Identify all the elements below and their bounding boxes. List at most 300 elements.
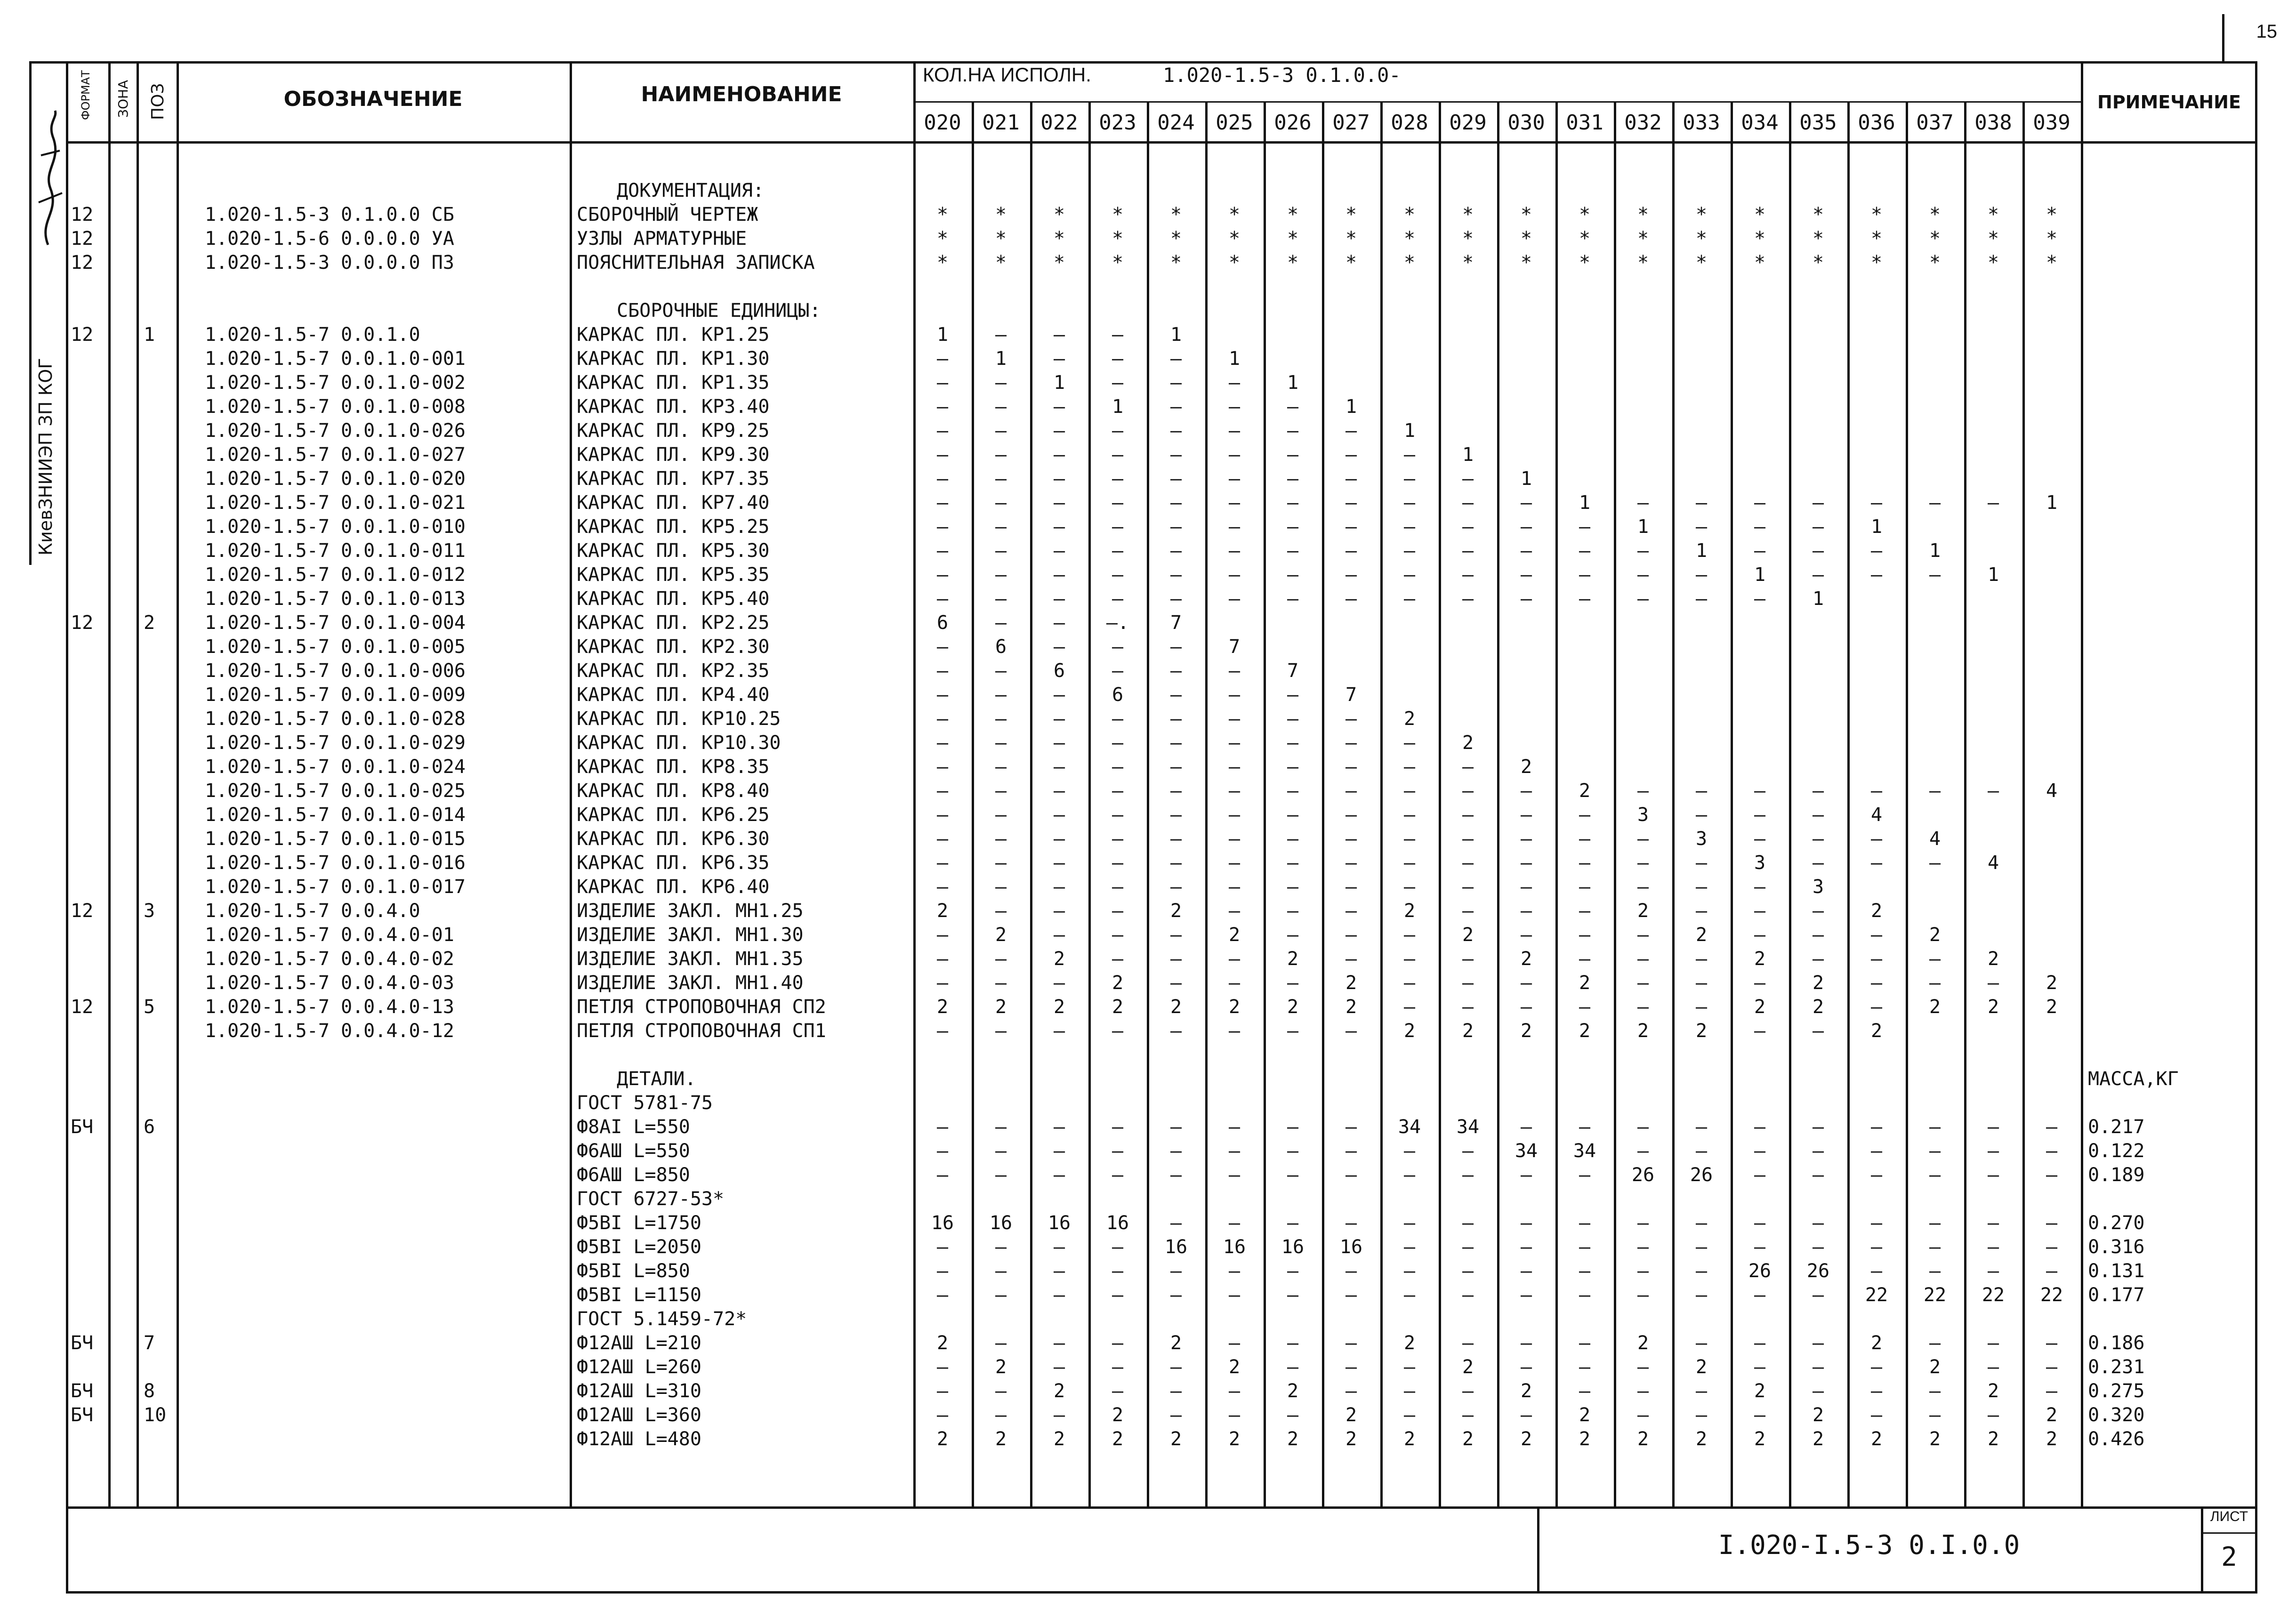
row-qty-cell: –: [1170, 636, 1182, 658]
row-qty-cell: *: [1345, 204, 1357, 225]
row-qty-cell: –: [1812, 900, 1824, 922]
row-qty-cell: –: [1287, 1140, 1299, 1162]
row-qty-cell: –: [1812, 852, 1824, 874]
row-qty-cell: 2: [995, 1356, 1007, 1378]
row-qty-cell: –: [1403, 444, 1416, 466]
row-qty-cell: –: [1112, 516, 1124, 538]
row-qty-cell: –: [1112, 804, 1124, 826]
row-qty-cell: –: [1754, 492, 1766, 514]
header-name: НАИМЕНОВАНИЕ: [641, 82, 842, 106]
row-qty-cell: *: [1462, 204, 1474, 225]
row-qty-cell: –: [1170, 588, 1182, 610]
row-qty-cell: 2: [1345, 1428, 1357, 1450]
row-name: ПЕТЛЯ СТРОПОВОЧНАЯ СП1: [577, 1020, 826, 1042]
row-qty-cell: –: [1170, 1380, 1182, 1402]
row-qty-cell: 1: [1987, 564, 1999, 586]
row-designation: 1.020-1.5-3 0.1.0.0 СБ: [205, 204, 454, 225]
row-qty-cell: –: [936, 1116, 949, 1138]
row-qty-cell: –: [995, 804, 1007, 826]
header-bottom: [66, 141, 2257, 144]
row-qty-cell: –: [1403, 804, 1416, 826]
table-row: [0, 1019, 2296, 1043]
row-qty-cell: –: [1403, 516, 1416, 538]
row-designation: 1.020-1.5-7 0.0.1.0-021: [205, 492, 466, 514]
row-qty-cell: *: [1812, 252, 1824, 274]
row-qty-cell: –: [1695, 1116, 1708, 1138]
row-qty-cell: –: [1287, 1356, 1299, 1378]
row-qty-cell: 2: [1170, 1332, 1182, 1354]
row-qty-cell: –: [1403, 540, 1416, 562]
row-qty-cell: 2: [1287, 1428, 1299, 1450]
row-qty-cell: 7: [1170, 612, 1182, 634]
row-qty-cell: –: [1929, 1140, 1941, 1162]
row-qty-cell: –: [1287, 588, 1299, 610]
row-qty-cell: –: [1637, 996, 1649, 1018]
row-qty-cell: –: [1112, 1020, 1124, 1042]
row-qty-cell: –: [1228, 1140, 1241, 1162]
table-row: [0, 755, 2296, 779]
row-qty-cell: –: [1287, 540, 1299, 562]
row-designation: 1.020-1.5-7 0.0.1.0-014: [205, 804, 466, 826]
row-qty-cell: –: [1520, 1212, 1532, 1234]
row-qty-cell: –: [1228, 876, 1241, 898]
row-qty-cell: –: [1929, 1116, 1941, 1138]
row-qty-cell: 1: [1287, 372, 1299, 394]
row-format: 12: [71, 612, 94, 634]
row-position: 10: [144, 1404, 167, 1426]
variant-header: 027: [1332, 111, 1370, 135]
row-qty-cell: *: [995, 204, 1007, 225]
row-qty-cell: *: [1053, 252, 1065, 274]
row-qty-cell: *: [1403, 204, 1416, 225]
row-qty-cell: –: [1870, 1380, 1883, 1402]
row-qty-cell: –: [1403, 588, 1416, 610]
row-qty-cell: –: [1579, 1332, 1591, 1354]
row-qty-cell: –: [1345, 804, 1357, 826]
table-row: [0, 995, 2296, 1019]
row-designation: 1.020-1.5-7 0.0.4.0: [205, 900, 420, 922]
row-qty-cell: 6: [1112, 684, 1124, 706]
row-qty-cell: –: [1345, 1164, 1357, 1186]
table-row: [0, 443, 2296, 467]
row-qty-cell: –: [1462, 1260, 1474, 1282]
row-qty-cell: 2: [1053, 948, 1065, 970]
row-name: КАРКАС ПЛ. КР5.25: [577, 516, 770, 538]
row-qty-cell: –: [1812, 1380, 1824, 1402]
row-qty-cell: –: [995, 1260, 1007, 1282]
row-name: Ф6АШ L=550: [577, 1140, 690, 1162]
row-qty-cell: –: [1112, 660, 1124, 682]
row-qty-cell: *: [1695, 228, 1708, 250]
variant-header: 029: [1449, 111, 1487, 135]
row-qty-cell: 2: [1403, 1020, 1416, 1042]
table-row: [0, 1307, 2296, 1331]
row-qty-cell: –: [1345, 900, 1357, 922]
row-designation: 1.020-1.5-6 0.0.0.0 УА: [205, 228, 454, 250]
row-qty-cell: *: [1228, 204, 1241, 225]
row-qty-cell: 3: [1637, 804, 1649, 826]
row-qty-cell: –: [995, 708, 1007, 730]
row-designation: 1.020-1.5-7 0.0.1.0-008: [205, 396, 466, 418]
row-qty-cell: 2: [1228, 924, 1241, 946]
row-qty-cell: *: [1403, 252, 1416, 274]
row-qty-cell: *: [1987, 204, 1999, 225]
row-qty-cell: –: [1520, 564, 1532, 586]
variant-header: 038: [1974, 111, 2012, 135]
row-designation: 1.020-1.5-7 0.0.4.0-03: [205, 972, 454, 994]
row-qty-cell: –: [1053, 708, 1065, 730]
row-qty-cell: –: [1462, 1140, 1474, 1162]
row-qty-cell: –: [1987, 780, 1999, 802]
row-qty-cell: –: [1228, 1284, 1241, 1306]
row-qty-cell: –: [1287, 780, 1299, 802]
row-qty-cell: 2: [1812, 972, 1824, 994]
row-qty-cell: –: [1637, 1116, 1649, 1138]
row-qty-cell: *: [1170, 204, 1182, 225]
row-qty-cell: –: [1462, 876, 1474, 898]
row-qty-cell: –: [1345, 948, 1357, 970]
variant-header: 030: [1507, 111, 1545, 135]
row-format: 12: [71, 324, 94, 346]
row-qty-cell: 2: [1695, 1020, 1708, 1042]
row-qty-cell: –: [1870, 1260, 1883, 1282]
row-note: 0.177: [2088, 1284, 2145, 1306]
row-qty-cell: –: [1579, 1236, 1591, 1258]
row-qty-cell: 2: [1345, 972, 1357, 994]
row-position: 5: [144, 996, 155, 1018]
row-qty-cell: –: [1170, 1356, 1182, 1378]
variant-header: 037: [1916, 111, 1954, 135]
row-qty-cell: –: [1754, 1332, 1766, 1354]
row-note: 0.217: [2088, 1116, 2145, 1138]
row-qty-cell: –: [995, 396, 1007, 418]
row-qty-cell: *: [1754, 204, 1766, 225]
row-qty-cell: –: [1520, 1284, 1532, 1306]
header-format: ФОРМАТ: [79, 70, 92, 120]
header-pos: ПОЗ: [148, 83, 168, 120]
row-qty-cell: –: [1520, 1404, 1532, 1426]
row-qty-cell: 2: [936, 996, 949, 1018]
row-qty-cell: –: [1929, 564, 1941, 586]
row-qty-cell: 26: [1806, 1260, 1830, 1282]
table-row: [0, 611, 2296, 635]
row-qty-cell: –: [1462, 852, 1474, 874]
row-qty-cell: *: [1870, 252, 1883, 274]
table-row: [0, 731, 2296, 755]
row-format: БЧ: [71, 1380, 94, 1402]
row-name: КАРКАС ПЛ. КР6.25: [577, 804, 770, 826]
row-qty-cell: 1: [1929, 540, 1941, 562]
row-designation: 1.020-1.5-7 0.0.1.0-029: [205, 732, 466, 754]
row-format: 12: [71, 996, 94, 1018]
row-position: 2: [144, 612, 155, 634]
row-qty-cell: 2: [1987, 1428, 1999, 1450]
row-qty-cell: –: [1520, 1356, 1532, 1378]
row-qty-cell: –: [1345, 516, 1357, 538]
row-qty-cell: –: [1520, 828, 1532, 850]
row-qty-cell: –: [995, 492, 1007, 514]
row-qty-cell: –: [1462, 756, 1474, 778]
row-name: Ф5ВI L=2050: [577, 1236, 701, 1258]
row-qty-cell: –: [1287, 732, 1299, 754]
row-format: 12: [71, 204, 94, 225]
row-name: ИЗДЕЛИЕ ЗАКЛ. МН1.30: [577, 924, 804, 946]
row-qty-cell: –: [1754, 900, 1766, 922]
row-name: УЗЛЫ АРМАТУРНЫЕ: [577, 228, 747, 250]
row-qty-cell: 2: [1695, 924, 1708, 946]
row-qty-cell: –: [1812, 1164, 1824, 1186]
row-qty-cell: –: [1987, 1236, 1999, 1258]
row-note: 0.275: [2088, 1380, 2145, 1402]
variant-header: 025: [1216, 111, 1253, 135]
row-designation: 1.020-1.5-7 0.0.1.0-013: [205, 588, 466, 610]
row-qty-cell: –: [995, 1236, 1007, 1258]
row-qty-cell: –: [1345, 1116, 1357, 1138]
row-qty-cell: 2: [1579, 1428, 1591, 1450]
row-qty-cell: –: [1112, 420, 1124, 442]
row-qty-cell: 2: [1462, 1428, 1474, 1450]
row-qty-cell: –: [1462, 1284, 1474, 1306]
row-qty-cell: –: [1520, 876, 1532, 898]
row-qty-cell: *: [995, 252, 1007, 274]
row-qty-cell: –: [1345, 924, 1357, 946]
row-qty-cell: 26: [1631, 1164, 1655, 1186]
row-qty-cell: 1: [936, 324, 949, 346]
table-row: [0, 1043, 2296, 1067]
row-qty-cell: –: [1403, 732, 1416, 754]
row-qty-cell: –: [1462, 996, 1474, 1018]
row-qty-cell: *: [995, 228, 1007, 250]
row-qty-cell: 2: [1695, 1356, 1708, 1378]
row-qty-cell: 1: [1870, 516, 1883, 538]
row-qty-cell: –: [1403, 1284, 1416, 1306]
row-qty-cell: –: [1579, 1260, 1591, 1282]
row-qty-cell: –: [995, 900, 1007, 922]
row-qty-cell: –: [1287, 1332, 1299, 1354]
row-qty-cell: –: [1170, 732, 1182, 754]
row-qty-cell: 2: [1812, 1404, 1824, 1426]
row-qty-cell: –: [1287, 1116, 1299, 1138]
row-qty-cell: –: [1695, 1260, 1708, 1282]
row-name: ГОСТ 5781-75: [577, 1092, 713, 1114]
row-name: Ф12АШ L=480: [577, 1428, 701, 1450]
row-name: ИЗДЕЛИЕ ЗАКЛ. МН1.35: [577, 948, 804, 970]
row-qty-cell: 2: [1929, 1356, 1941, 1378]
row-qty-cell: *: [936, 252, 949, 274]
row-qty-cell: –: [1870, 1212, 1883, 1234]
row-qty-cell: 16: [1223, 1236, 1246, 1258]
row-qty-cell: 2: [1053, 996, 1065, 1018]
row-designation: 1.020-1.5-7 0.0.1.0-017: [205, 876, 466, 898]
row-qty-cell: –: [1403, 828, 1416, 850]
row-qty-cell: –: [1637, 540, 1649, 562]
row-qty-cell: 2: [1929, 924, 1941, 946]
row-qty-cell: –: [995, 972, 1007, 994]
row-qty-cell: 2: [1462, 1356, 1474, 1378]
row-qty-cell: 2: [1637, 900, 1649, 922]
row-designation: 1.020-1.5-7 0.0.1.0-002: [205, 372, 466, 394]
row-qty-cell: –: [1812, 1020, 1824, 1042]
row-name: ДЕТАЛИ.: [617, 1068, 696, 1090]
row-qty-cell: –: [1345, 444, 1357, 466]
row-qty-cell: *: [1929, 228, 1941, 250]
row-qty-cell: *: [1403, 228, 1416, 250]
row-qty-cell: –: [1287, 396, 1299, 418]
variant-header: 031: [1566, 111, 1603, 135]
row-qty-cell: –: [1170, 828, 1182, 850]
row-qty-cell: –: [1228, 516, 1241, 538]
row-qty-cell: –: [1812, 1356, 1824, 1378]
row-qty-cell: –: [936, 1236, 949, 1258]
row-qty-cell: 2: [1579, 780, 1591, 802]
row-qty-cell: –: [1287, 972, 1299, 994]
row-qty-cell: –: [1812, 540, 1824, 562]
row-qty-cell: –: [1870, 828, 1883, 850]
row-qty-cell: –: [1870, 1404, 1883, 1426]
row-qty-cell: –: [1929, 1212, 1941, 1234]
row-qty-cell: –: [1812, 492, 1824, 514]
row-position: 8: [144, 1380, 155, 1402]
row-position: 7: [144, 1332, 155, 1354]
row-qty-cell: –: [1287, 804, 1299, 826]
row-qty-cell: –: [995, 540, 1007, 562]
header-note: ПРИМЕЧАНИЕ: [2097, 92, 2241, 113]
row-qty-cell: –: [1870, 1236, 1883, 1258]
row-qty-cell: –: [1637, 1212, 1649, 1234]
row-qty-cell: –: [1403, 756, 1416, 778]
row-qty-cell: –: [1345, 828, 1357, 850]
row-qty-cell: –: [1812, 1140, 1824, 1162]
row-qty-cell: –: [1053, 1116, 1065, 1138]
row-qty-cell: –: [1053, 564, 1065, 586]
row-note: 0.231: [2088, 1356, 2145, 1378]
row-qty-cell: –: [1754, 1404, 1766, 1426]
row-qty-cell: –: [1462, 948, 1474, 970]
row-qty-cell: –: [1287, 756, 1299, 778]
row-qty-cell: –: [1462, 1236, 1474, 1258]
row-qty-cell: –: [1579, 924, 1591, 946]
row-qty-cell: –: [995, 684, 1007, 706]
row-qty-cell: –: [1053, 540, 1065, 562]
row-qty-cell: 1: [995, 348, 1007, 370]
row-qty-cell: *: [2046, 204, 2058, 225]
row-qty-cell: –: [995, 516, 1007, 538]
row-qty-cell: –: [1170, 540, 1182, 562]
row-qty-cell: 2: [1637, 1332, 1649, 1354]
row-qty-cell: *: [1520, 228, 1532, 250]
row-qty-cell: –: [1987, 1212, 1999, 1234]
row-qty-cell: –: [995, 756, 1007, 778]
row-qty-cell: –: [1053, 1332, 1065, 1354]
row-qty-cell: –: [995, 444, 1007, 466]
row-qty-cell: –: [1870, 852, 1883, 874]
row-qty-cell: –: [995, 1140, 1007, 1162]
row-qty-cell: –: [1170, 420, 1182, 442]
table-row: [0, 1283, 2296, 1307]
row-qty-cell: –: [1228, 660, 1241, 682]
row-name: КАРКАС ПЛ. КР5.30: [577, 540, 770, 562]
row-qty-cell: 2: [1228, 996, 1241, 1018]
row-qty-cell: *: [1579, 228, 1591, 250]
row-qty-cell: –: [995, 732, 1007, 754]
row-qty-cell: –: [1287, 924, 1299, 946]
row-qty-cell: –: [995, 1116, 1007, 1138]
row-qty-cell: 2: [1520, 1020, 1532, 1042]
row-qty-cell: –.: [1106, 612, 1129, 634]
table-row: [0, 779, 2296, 803]
row-qty-cell: 7: [1345, 684, 1357, 706]
row-qty-cell: –: [1053, 852, 1065, 874]
row-qty-cell: *: [1812, 204, 1824, 225]
row-qty-cell: –: [1053, 324, 1065, 346]
row-qty-cell: 2: [1345, 996, 1357, 1018]
row-qty-cell: –: [1345, 732, 1357, 754]
row-qty-cell: –: [1637, 588, 1649, 610]
row-qty-cell: 2: [1112, 972, 1124, 994]
row-qty-cell: –: [1695, 1380, 1708, 1402]
row-qty-cell: –: [1403, 1260, 1416, 1282]
row-qty-cell: 4: [1870, 804, 1883, 826]
row-qty-cell: –: [1112, 756, 1124, 778]
row-qty-cell: 4: [1987, 852, 1999, 874]
row-qty-cell: 7: [1228, 636, 1241, 658]
row-qty-cell: –: [936, 444, 949, 466]
table-row: [0, 1331, 2296, 1355]
table-row: [0, 1235, 2296, 1259]
row-qty-cell: –: [1929, 1404, 1941, 1426]
row-qty-cell: –: [1228, 972, 1241, 994]
row-qty-cell: –: [1287, 468, 1299, 490]
row-qty-cell: –: [2046, 1116, 2058, 1138]
row-qty-cell: –: [1462, 972, 1474, 994]
row-qty-cell: 7: [1287, 660, 1299, 682]
row-qty-cell: 2: [1754, 996, 1766, 1018]
row-qty-cell: *: [1812, 228, 1824, 250]
row-qty-cell: –: [1929, 1164, 1941, 1186]
row-qty-cell: *: [1287, 252, 1299, 274]
row-qty-cell: –: [1637, 1140, 1649, 1162]
row-qty-cell: –: [1754, 1116, 1766, 1138]
row-qty-cell: –: [1695, 588, 1708, 610]
row-qty-cell: –: [1462, 468, 1474, 490]
row-qty-cell: –: [1695, 1284, 1708, 1306]
row-qty-cell: –: [936, 852, 949, 874]
row-format: БЧ: [71, 1116, 94, 1138]
row-qty-cell: –: [1053, 1260, 1065, 1282]
row-qty-cell: –: [1812, 828, 1824, 850]
row-qty-cell: –: [1170, 708, 1182, 730]
row-qty-cell: *: [1929, 204, 1941, 225]
row-qty-cell: 34: [1573, 1140, 1596, 1162]
variant-header: 036: [1858, 111, 1895, 135]
table-row: [0, 635, 2296, 659]
row-qty-cell: –: [1112, 1260, 1124, 1282]
row-name: КАРКАС ПЛ. КР7.35: [577, 468, 770, 490]
row-qty-cell: –: [1987, 1356, 1999, 1378]
row-qty-cell: –: [1170, 444, 1182, 466]
row-qty-cell: *: [1112, 228, 1124, 250]
side-stamp: КиевЗНИИЭП ЗП КОГ: [35, 358, 56, 555]
row-qty-cell: –: [1462, 540, 1474, 562]
row-qty-cell: *: [1579, 204, 1591, 225]
row-qty-cell: –: [1112, 708, 1124, 730]
row-qty-cell: –: [995, 1164, 1007, 1186]
variant-header: 023: [1099, 111, 1136, 135]
variant-header: 028: [1391, 111, 1428, 135]
row-qty-cell: –: [1812, 1116, 1824, 1138]
row-qty-cell: –: [1053, 612, 1065, 634]
row-qty-cell: –: [1170, 1164, 1182, 1186]
